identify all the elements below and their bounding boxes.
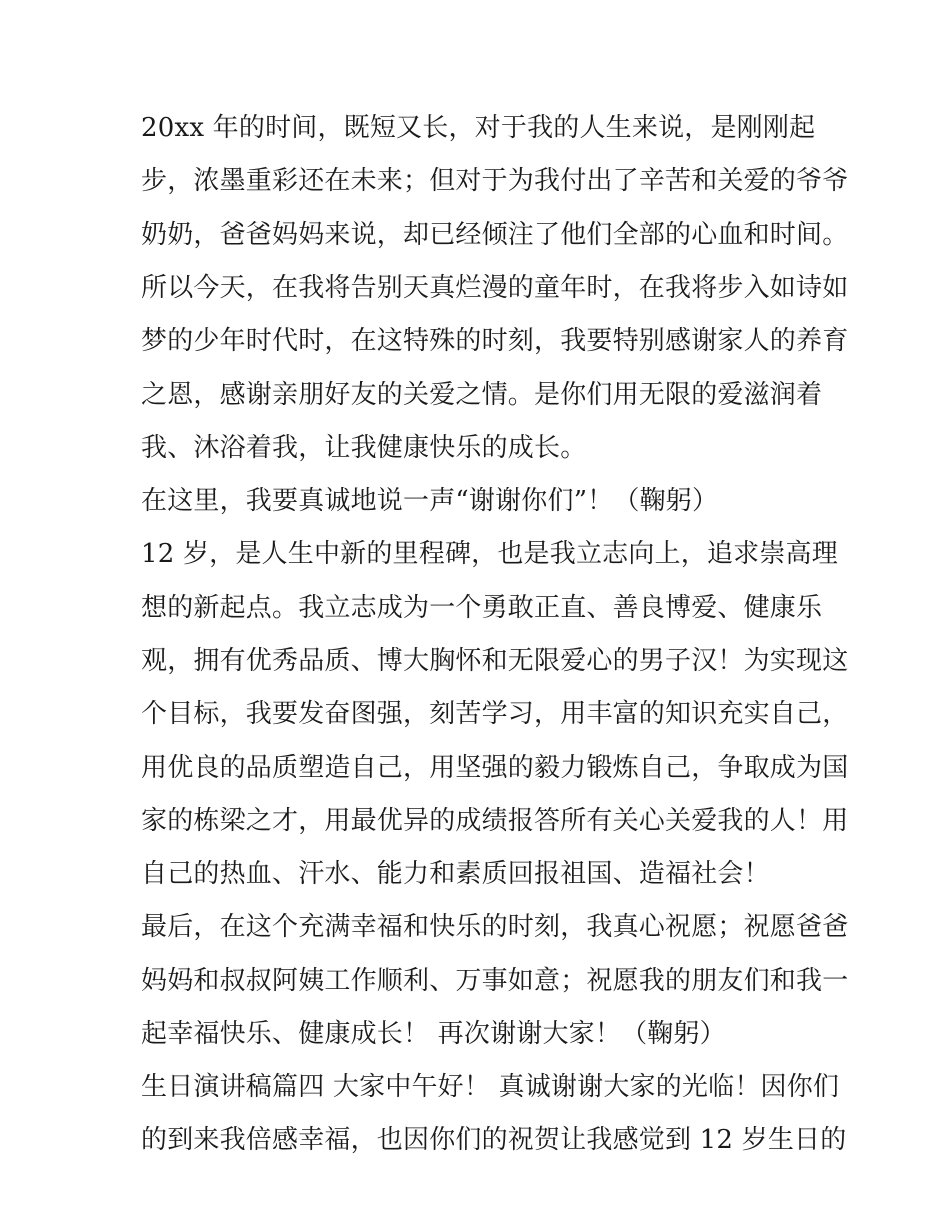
text-line: 12 岁，是人生中新的里程碑，也是我立志向上，追求崇高理 [141,539,838,569]
text-line: 奶奶，爸爸妈妈来说，却已经倾注了他们全部的心血和时间。 [141,220,849,250]
text-line: 梦的少年时代时，在这特殊的时刻，我要特别感谢家人的养育 [141,326,849,356]
text-line: 之恩，感谢亲朋好友的关爱之情。是你们用无限的爱滋润着 [141,380,823,410]
text-line: 最后，在这个充满幸福和快乐的时刻，我真心祝愿；祝愿爸爸 [141,912,849,942]
text-line: 生日演讲稿篇四 大家中午好！ 真诚谢谢大家的光临！因你们 [141,1072,840,1102]
text-line: 妈妈和叔叔阿姨工作顺利、万事如意；祝愿我的朋友们和我一 [141,966,849,996]
text-line: 步，浓墨重彩还在未来；但对于为我付出了辛苦和关爱的爷爷 [141,166,849,196]
text-line: 的到来我倍感幸福，也因你们的祝贺让我感觉到 12 岁生日的 [141,1125,847,1155]
text-line: 在这里，我要真诚地说一声“谢谢你们”！（鞠躬） [141,486,719,516]
text-line: 个目标，我要发奋图强，刻苦学习，用丰富的知识充实自己， [141,699,849,729]
text-line: 所以今天，在我将告别天真烂漫的童年时，在我将步入如诗如 [141,273,849,303]
text-line: 家的栋梁之才，用最优异的成绩报答所有关心关爱我的人！用 [141,806,849,836]
text-line: 起幸福快乐、健康成长！ 再次谢谢大家！（鞠躬） [141,1019,726,1049]
text-line: 我、沐浴着我，让我健康快乐的成长。 [141,433,587,463]
text-line: 想的新起点。我立志成为一个勇敢正直、善良博爱、健康乐 [141,593,823,623]
text-line: 用优良的品质塑造自己，用坚强的毅力锻炼自己，争取成为国 [141,753,849,783]
text-line: 观，拥有优秀品质、博大胸怀和无限爱心的男子汉！为实现这 [141,646,849,676]
text-line: 自己的热血、汗水、能力和素质回报祖国、造福社会！ [141,859,770,889]
text-line: 20xx 年的时间，既短又长，对于我的人生来说，是刚刚起 [141,113,816,143]
